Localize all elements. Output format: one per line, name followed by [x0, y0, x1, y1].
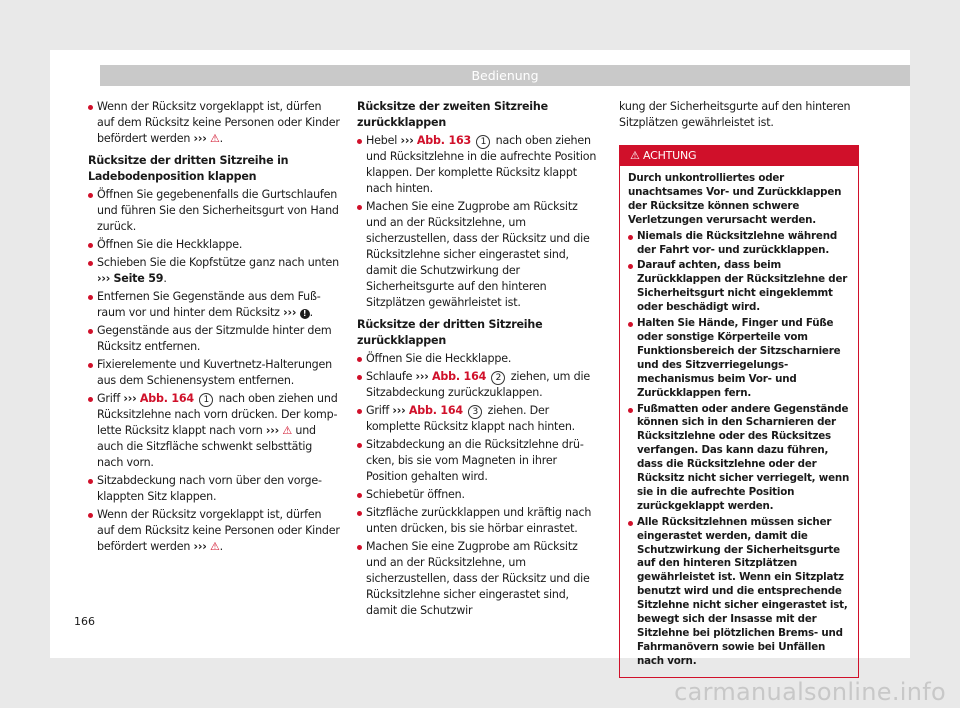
section-heading: Rücksitze der dritten Sitzreihe in Ladebodenposition klappen — [88, 154, 289, 183]
warning-triangle-icon: ⚠ — [630, 149, 640, 162]
figure-reference-link[interactable]: Abb. 164 — [139, 392, 194, 405]
warning-item: Alle Rücksitzlehnen müssen sicher eingerastet werden, damit die Schutzwirkung der Sicherheitsgurte auf den hinteren Sitzplätzen gewährleistet ist. Wenn ein Sitzplatz benutzt wird und die entsprechende Sitzlehne nicht sicher eingerastet ist, bewegt sich der Insasse mit der Sitzlehne bei plötzlichen Brems- und Fahrmanövern sowie bei Unfällen nach vorn. — [628, 516, 852, 669]
reference-arrows: ››› — [400, 134, 414, 147]
section-heading: Rücksitze der dritten Sitzreihe zurückklappen — [357, 318, 543, 347]
list-item: Öffnen Sie die Heckklappe. — [357, 351, 597, 367]
section-heading: Rücksitze der zweiten Sitzreihe zurückklappen — [357, 100, 548, 129]
list-item: Schieben Sie die Kopfstütze ganz nach unten ››› Seite 59. — [88, 255, 341, 287]
list-item: Griff ››› Abb. 164 1 nach oben ziehen und Rücksitzlehne nach vorn drücken. Der komplette Rücksitz klappt nach vorn ››› ⚠ und auch die Sitzfläche schwenkt selbsttätig nach vorn. — [88, 391, 341, 471]
list-item: Entfernen Sie Gegenstände aus dem Fußraum vor und hinter dem Rücksitz ››› ! . — [88, 289, 341, 321]
callout-number: 1 — [199, 393, 213, 407]
page-number: 166 — [74, 615, 95, 628]
reference-arrows: ››› — [415, 370, 429, 383]
section-title: Bedienung — [471, 68, 539, 83]
warning-intro: Durch unkontrolliertes oder unachtsames Vor- und Zurückklappen der Rücksitze können schwere Verletzungen verursacht werden. — [628, 172, 842, 226]
warning-item: Darauf achten, dass beim Zurückklappen der Rücksitzlehne der Sicherheitsgurt nicht eingeklemmt oder beschädigt wird. — [628, 259, 852, 315]
list-item: Schiebetür öffnen. — [357, 487, 597, 503]
page-reference-link[interactable]: Seite 59 — [113, 272, 164, 285]
warning-triangle-icon[interactable]: ⚠ — [209, 132, 220, 145]
callout-number: 2 — [491, 371, 505, 385]
warning-box — [619, 145, 859, 678]
list-item: Hebel ››› Abb. 163 1 nach oben ziehen und Rücksitzlehne in die aufrechte Position klappen. Der komplette Rücksitz klappt nach hinten. — [357, 133, 597, 197]
info-icon[interactable]: ! — [300, 309, 310, 319]
column-1 — [88, 99, 341, 557]
watermark-text: carmanualsonline.info — [674, 678, 946, 706]
callout-number: 1 — [476, 135, 490, 149]
reference-arrows: ››› — [193, 132, 207, 145]
manual-page — [50, 50, 910, 667]
figure-reference-link[interactable]: Abb. 163 — [416, 134, 472, 147]
warning-item: Fußmatten oder andere Gegenstände können sich in den Scharnieren der Rücksitzlehne oder des Rücksitzes verfangen. Das kann dazu führen, dass die Rücksitzlehne oder der Rücksitz nicht sicher verriegelt, wenn sie in die aufrechte Position zurückgeklappt werden. — [628, 403, 852, 514]
figure-reference-link[interactable]: Abb. 164 — [408, 404, 463, 417]
list-item: Sitzabdeckung nach vorn über den vorgeklappten Sitz klappen. — [88, 473, 341, 505]
list-item: Machen Sie eine Zugprobe am Rücksitz und an der Rücksitzlehne, um sicherzustellen, dass der Rücksitz und die Rücksitzlehne sicher eingerastet sind, damit die Schutzwir — [357, 539, 597, 619]
callout-number: 3 — [468, 405, 482, 419]
continued-text: kung der Sicherheitsgurte auf den hinteren Sitzplätzen gewährleistet ist. — [619, 100, 851, 129]
list-item: Wenn der Rücksitz vorgeklappt ist, dürfen auf dem Rücksitz keine Personen oder Kinder befördert werden ››› ⚠. — [88, 507, 341, 555]
reference-arrows: ››› — [123, 392, 137, 405]
reference-arrows: ››› — [193, 540, 207, 553]
list-item: Öffnen Sie gegebenenfalls die Gurtschlaufen und führen Sie den Sicherheitsgurt von Hand zurück. — [88, 187, 341, 235]
warning-body — [620, 166, 858, 677]
figure-reference-link[interactable]: Abb. 164 — [432, 370, 487, 383]
warning-header — [620, 146, 858, 166]
warning-triangle-icon[interactable]: ⚠ — [282, 424, 293, 437]
reference-arrows: ››› — [265, 424, 280, 437]
column-3 — [619, 99, 859, 678]
column-2 — [357, 99, 597, 621]
list-item: Sitzfläche zurückklappen und kräftig nach unten drücken, bis sie hörbar einrastet. — [357, 505, 597, 537]
warning-item: Halten Sie Hände, Finger und Füße oder sonstige Körperteile vom Funktionsbereich der Sitzscharniere und des Sitzverriegelungsmechanismus beim Vor- und Zurückklappen fern. — [628, 317, 852, 400]
list-item: Griff ››› Abb. 164 3 ziehen. Der komplette Rücksitz klappt nach hinten. — [357, 403, 597, 435]
list-item: Gegenstände aus der Sitzmulde hinter dem Rücksitz entfernen. — [88, 323, 341, 355]
warning-title: ACHTUNG — [642, 149, 697, 162]
reference-arrows: ››› — [283, 306, 297, 319]
list-item: Sitzabdeckung an die Rücksitzlehne drücken, bis sie vom Magneten in ihrer Position gehalten wird. — [357, 437, 597, 485]
reference-arrows: ››› — [392, 404, 406, 417]
list-item: Fixierelemente und Kuvertnetz-Halterungen aus dem Schienensystem entfernen. — [88, 357, 341, 389]
reference-arrows: ››› — [97, 272, 111, 285]
list-item: Machen Sie eine Zugprobe am Rücksitz und an der Rücksitzlehne, um sicherzustellen, dass der Rücksitz und die Rücksitzlehne sicher eingerastet sind, damit die Schutzwirkung der Sicherheitsgurte auf den hinteren Sitzplätzen gewährleistet ist. — [357, 199, 597, 311]
list-item: Öffnen Sie die Heckklappe. — [88, 237, 341, 253]
warning-item: Niemals die Rücksitzlehne während der Fahrt vor- und zurückklappen. — [628, 230, 852, 258]
section-header — [100, 65, 910, 86]
list-item: Wenn der Rücksitz vorgeklappt ist, dürfen auf dem Rücksitz keine Personen oder Kinder befördert werden ››› ⚠. — [88, 99, 341, 147]
warning-triangle-icon[interactable]: ⚠ — [209, 540, 220, 553]
list-item: Schlaufe ››› Abb. 164 2 ziehen, um die Sitzabdeckung zurückzuklappen. — [357, 369, 597, 401]
